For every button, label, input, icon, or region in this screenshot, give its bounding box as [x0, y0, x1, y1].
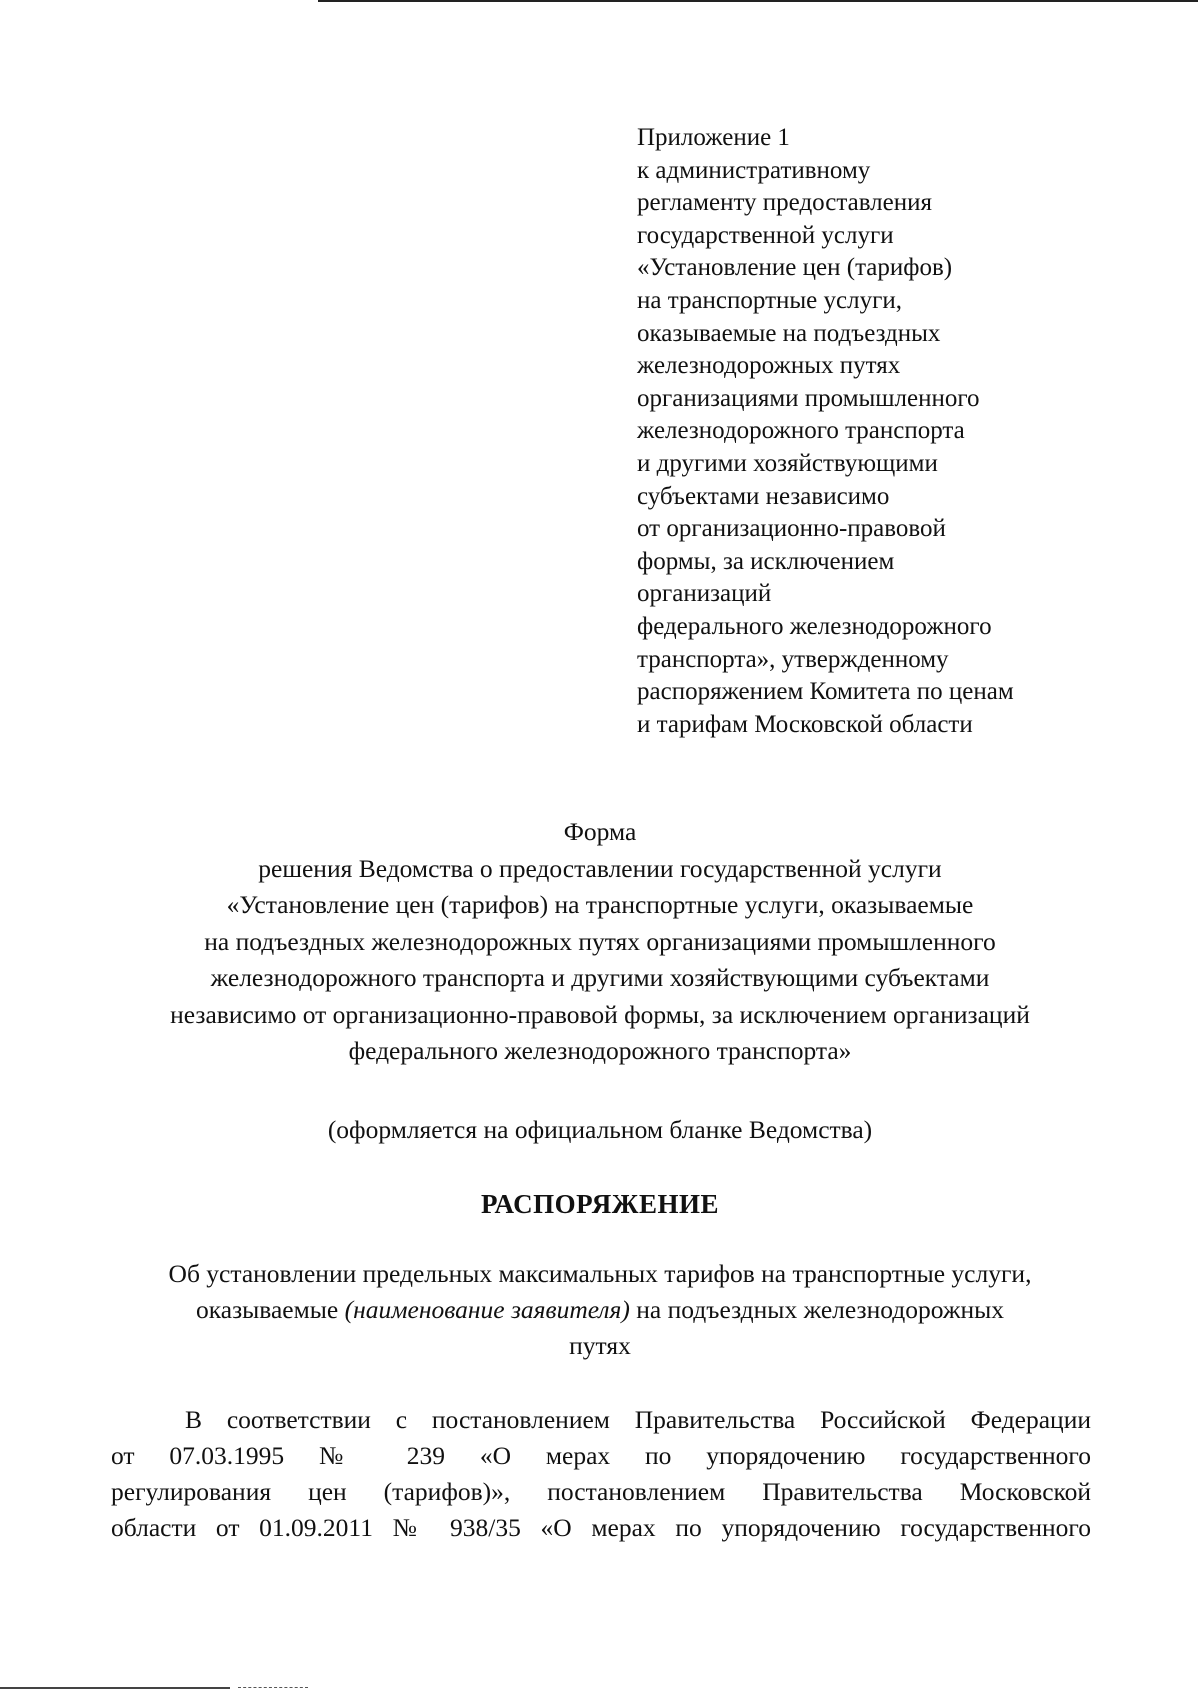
form-title-line: решения Ведомства о предоставлении государственной услуги — [258, 853, 942, 883]
subject-line: путях — [569, 1331, 631, 1360]
appendix-line: субъектами независимо — [637, 482, 890, 510]
appendix-line: от организационно-правовой — [637, 515, 946, 543]
appendix-line: организаций — [637, 580, 772, 608]
scan-edge-bottom — [0, 1687, 230, 1689]
appendix-line: и тарифам Московской области — [637, 710, 973, 738]
appendix-line: организациями промышленного — [637, 384, 980, 412]
body-line: В соответствии с постановлением Правительства Российской Федерации — [185, 1405, 1091, 1434]
blank-note: (оформляется на официальном бланке Ведомства) — [327, 1115, 873, 1144]
appendix-line: железнодорожного транспорта — [637, 417, 965, 445]
document-heading: РАСПОРЯЖЕНИЕ — [480, 1189, 720, 1219]
form-title-line: «Установление цен (тарифов) на транспортные услуги, оказываемые — [226, 890, 974, 919]
form-title — [0, 814, 1200, 1070]
appendix-line: на транспортные услуги, — [637, 286, 902, 314]
appendix-line: железнодорожных путях — [637, 352, 901, 380]
body-line: регулирования цен (тарифов)», постановлением Правительства Московской — [111, 1477, 1091, 1506]
subject-text: оказываемые — [196, 1295, 345, 1324]
form-title-line: федерального железнодорожного транспорта» — [348, 1036, 852, 1065]
subject-block — [0, 1256, 1200, 1364]
appendix-line: и другими хозяйствующими — [637, 449, 938, 477]
body-line: области от 01.09.2011 № 938/35 «О мерах по упорядочению государственного — [111, 1513, 1091, 1542]
form-title-line: независимо от организационно-правовой формы, за исключением организаций — [170, 999, 1030, 1029]
form-title-line: железнодорожного транспорта и другими хозяйствующими субъектами — [210, 963, 990, 992]
form-title-line: на подъездных железнодорожных путях организациями промышленного — [204, 926, 996, 956]
appendix-line: федерального железнодорожного — [637, 612, 992, 640]
scan-edge-bottom-dash — [238, 1687, 308, 1689]
applicant-placeholder: (наименование заявителя) — [344, 1295, 630, 1324]
appendix-block — [637, 122, 1157, 741]
appendix-line: к административному — [637, 156, 871, 184]
body-line: от 07.03.1995 № 239 «О мерах по упорядочению государственного — [111, 1441, 1091, 1470]
appendix-line: транспорта», утвержденному — [637, 645, 949, 673]
subject-line: Об установлении предельных максимальных тарифов на транспортные услуги, — [168, 1259, 1032, 1288]
subject-text: на подъездных железнодорожных — [629, 1295, 1004, 1324]
body-paragraph — [111, 1402, 1091, 1546]
scan-edge-top — [318, 0, 1198, 2]
appendix-line: регламенту предоставления — [637, 189, 933, 217]
appendix-line: государственной услуги — [637, 221, 894, 249]
appendix-line: «Установление цен (тарифов) — [637, 254, 953, 282]
subject-line — [0, 1292, 1200, 1328]
appendix-line: распоряжением Комитета по ценам — [637, 678, 1014, 706]
appendix-line: оказываемые на подъездных — [637, 319, 941, 347]
appendix-line: формы, за исключением — [637, 547, 895, 575]
form-title-line: Форма — [563, 817, 637, 846]
appendix-line: Приложение 1 — [637, 124, 790, 151]
